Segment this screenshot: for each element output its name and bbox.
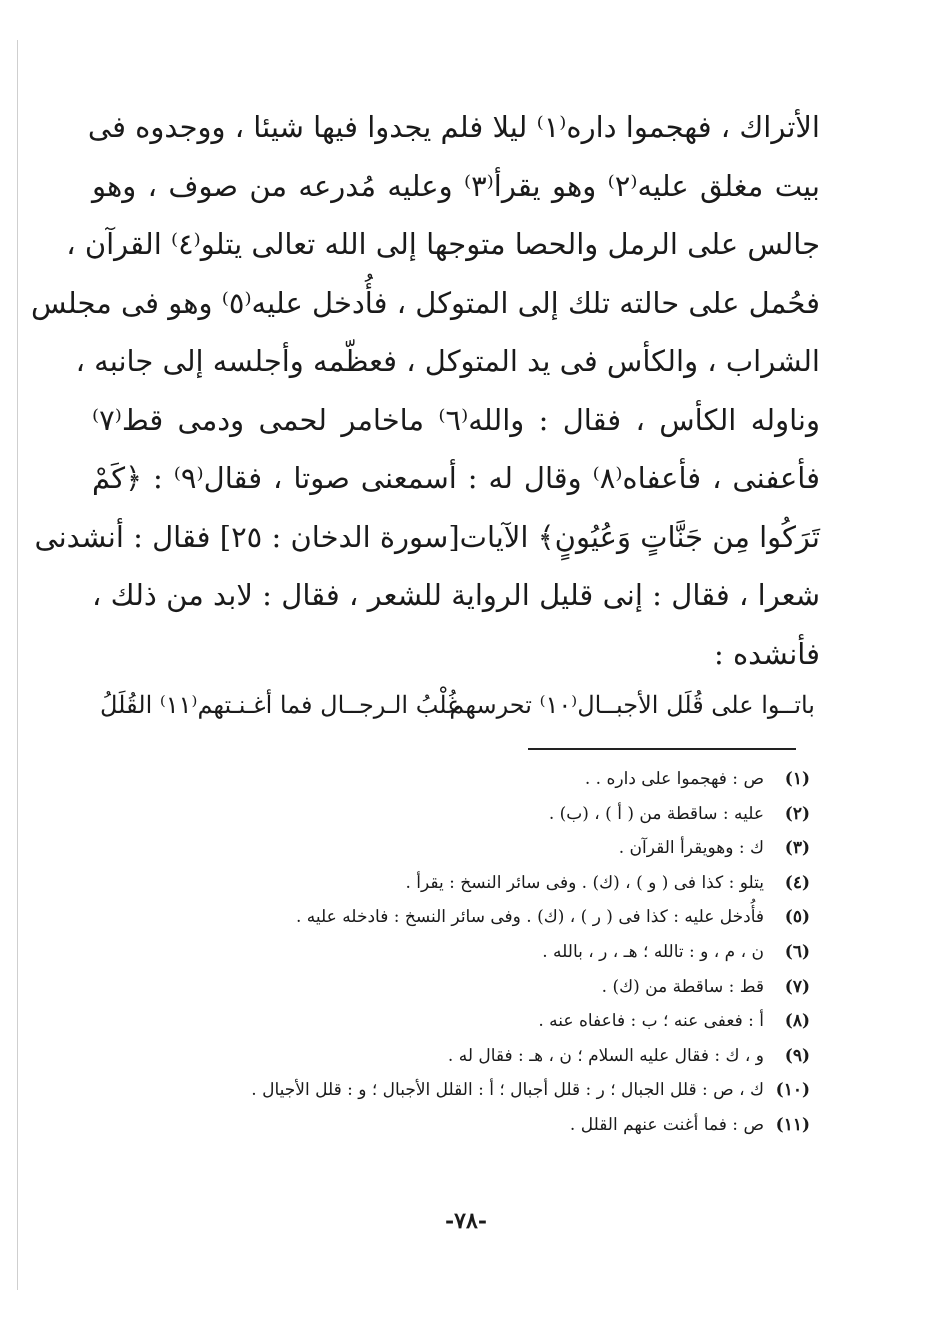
footnote-item [150, 1004, 810, 1039]
verse-second-hemistich: غُلْبُ الـرجــال فما أغـنـتهم⁽١١⁾ القُلَلُ [100, 691, 460, 719]
main-text-line: فأنشده : [713, 636, 820, 671]
page-edge-line [17, 40, 18, 1290]
main-text-line: وناوله الكأس ، فقال : والله⁽٦⁾ ماخامر لحمى ودمى قط⁽٧⁾ [92, 402, 821, 437]
footnote-text: قط : ساقطة من (ك) . [601, 976, 764, 997]
footnote-text: عليه : ساقطة من ( أ ) ، (ب) . [548, 803, 764, 824]
main-text-line: الشراب ، والكأس فى يد المتوكل ، فعظّمه وأجلسه إلى جانبه ، [75, 344, 820, 378]
footnote-number: (٥) [784, 907, 810, 928]
main-text-line: بيت مغلق عليه⁽٢⁾ وهو يقرأ⁽٣⁾ وعليه مُدرعه من صوف ، وهو [92, 168, 821, 203]
footnote-item [150, 1039, 810, 1074]
footnote-item [150, 970, 810, 1005]
footnote-item [150, 935, 810, 970]
footnote-item [150, 762, 810, 797]
verse-first-hemistich: باتــوا على قُلَل الأجبــال⁽١٠⁾ تحرسهم [449, 691, 815, 719]
footnote-number: (٣) [784, 838, 810, 859]
footnote-number: (٤) [784, 872, 810, 893]
footnote-item [150, 900, 810, 935]
footnote-number: (١٠) [775, 1080, 810, 1101]
main-text-line: فحُمل على حالته تلك إلى المتوكل ، فأُدخل عليه⁽٥⁾ وهو فى مجلس [30, 285, 820, 320]
footnote-item [150, 1073, 810, 1108]
main-text-line: جالس على الرمل والحصا متوجها إلى الله تعالى يتلو⁽٤⁾ القرآن ، [66, 227, 820, 261]
footnote-item [150, 1108, 810, 1143]
footnote-number: (٨) [784, 1011, 810, 1032]
footnote-number: (٧) [784, 976, 810, 997]
main-text-line: شعرا ، فقال : إنى قليل الرواية للشعر ، فقال : لابد من ذلك ، [92, 578, 820, 612]
footnote-text: أ : فعفى عنه ؛ ب : فاعفاه عنه . [538, 1011, 764, 1032]
footnotes-list [150, 762, 810, 1143]
footnote-text: و ، ك : فقال عليه السلام ؛ ن ، هـ : فقال له . [447, 1045, 764, 1066]
main-text-line: الأتراك ، فهجموا داره⁽١⁾ ليلا فلم يجدوا فيها شيئا ، ووجدوه فى [87, 110, 820, 144]
footnote-text: ك : وهويقرأ القرآن . [618, 838, 764, 859]
footnote-text: ك ، ص : قلل الجبال ؛ ر : قلل أجبال ؛ أ : القلل الأجبال ؛ و : قلل الأجيال . [251, 1080, 764, 1101]
main-text-line: فأعفنى ، فأعفاه⁽٨⁾ وقال له : أسمعنى صوتا ، فقال⁽٩⁾ : ﴿كَمْ [92, 461, 821, 495]
poetry-verse [100, 682, 815, 728]
footnote-separator [528, 748, 796, 750]
footnote-text: ص : فما أغنت عنهم القلل . [569, 1114, 764, 1135]
footnote-number: (٩) [784, 1045, 810, 1066]
footnote-text: ن ، م ، و : تالله ؛ هـ ، ر ، بالله . [542, 941, 764, 962]
main-text-block [30, 98, 821, 683]
footnote-text: يتلو : كذا فى ( و ) ، (ك) . وفى سائر النسخ : يقرأ . [405, 872, 764, 893]
footnote-text: فأُدخل عليه : كذا فى ( ر ) ، (ك) . وفى سائر النسخ : فادخله عليه . [295, 907, 764, 928]
main-text-line: تَرَكُوا مِن جَنَّاتٍ وَعُيُونٍ﴾ الآيات[سورة الدخان : ٢٥] فقال : أنشدنى [34, 519, 820, 554]
footnote-text: ص : فهجموا على داره . . [584, 769, 764, 789]
footnote-item [150, 831, 810, 866]
footnote-item [150, 866, 810, 901]
footnote-number: (١) [784, 769, 810, 789]
page-number: -٧٨- [445, 1208, 487, 1234]
footnote-item [150, 797, 810, 832]
footnote-number: (١١) [775, 1114, 810, 1135]
footnote-number: (٢) [784, 803, 810, 824]
footnote-number: (٦) [784, 941, 810, 962]
